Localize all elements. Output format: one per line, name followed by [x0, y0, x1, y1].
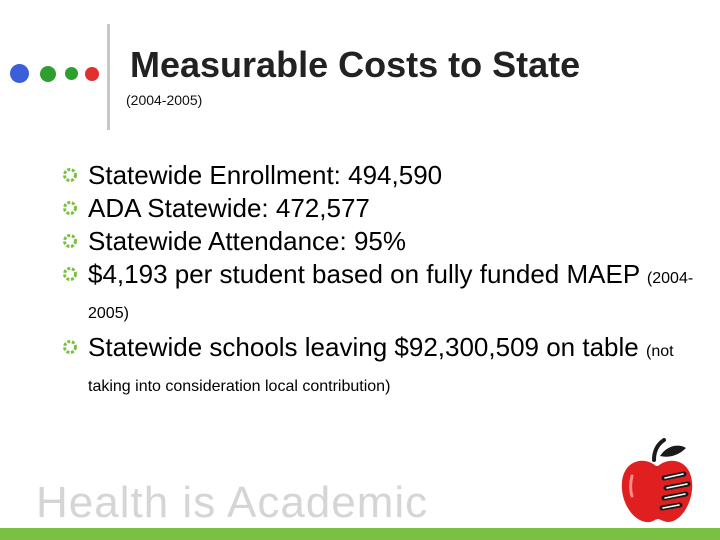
blue-dot-icon	[10, 64, 29, 83]
bullet-note: (not taking into consideration local contribution)	[88, 343, 674, 395]
bullet-item	[62, 332, 702, 402]
bullet-item	[62, 160, 702, 190]
apple-icon	[618, 438, 696, 526]
decorative-dots	[10, 62, 100, 86]
gear-bullet-icon	[62, 233, 78, 249]
slide-title: Measurable Costs to State	[130, 44, 581, 85]
bullet-item	[62, 226, 702, 256]
bottom-accent-bar	[0, 528, 720, 540]
bullet-item	[62, 193, 702, 223]
green-dot-icon	[65, 67, 78, 80]
bullet-item	[62, 259, 702, 329]
gear-bullet-icon	[62, 200, 78, 216]
bullet-text: Statewide Enrollment: 494,590	[88, 160, 443, 190]
gear-bullet-icon	[62, 266, 78, 282]
gear-bullet-icon	[62, 167, 78, 183]
green-dot-icon	[40, 66, 56, 82]
bullet-list	[62, 160, 702, 405]
bullet-text: $4,193 per student based on fully funded MAEP	[88, 259, 640, 289]
bullet-text: ADA Statewide: 472,577	[88, 193, 370, 223]
title-divider	[107, 24, 110, 130]
bullet-text: Statewide schools leaving $92,300,509 on table	[88, 332, 639, 362]
footer-logo-text: Health is Academic	[36, 478, 429, 527]
bullet-note: (2004-2005)	[88, 270, 694, 322]
slide-subtitle: (2004-2005)	[126, 92, 203, 108]
gear-bullet-icon	[62, 339, 78, 355]
bullet-text: Statewide Attendance: 95%	[88, 226, 407, 256]
red-dot-icon	[85, 67, 99, 81]
